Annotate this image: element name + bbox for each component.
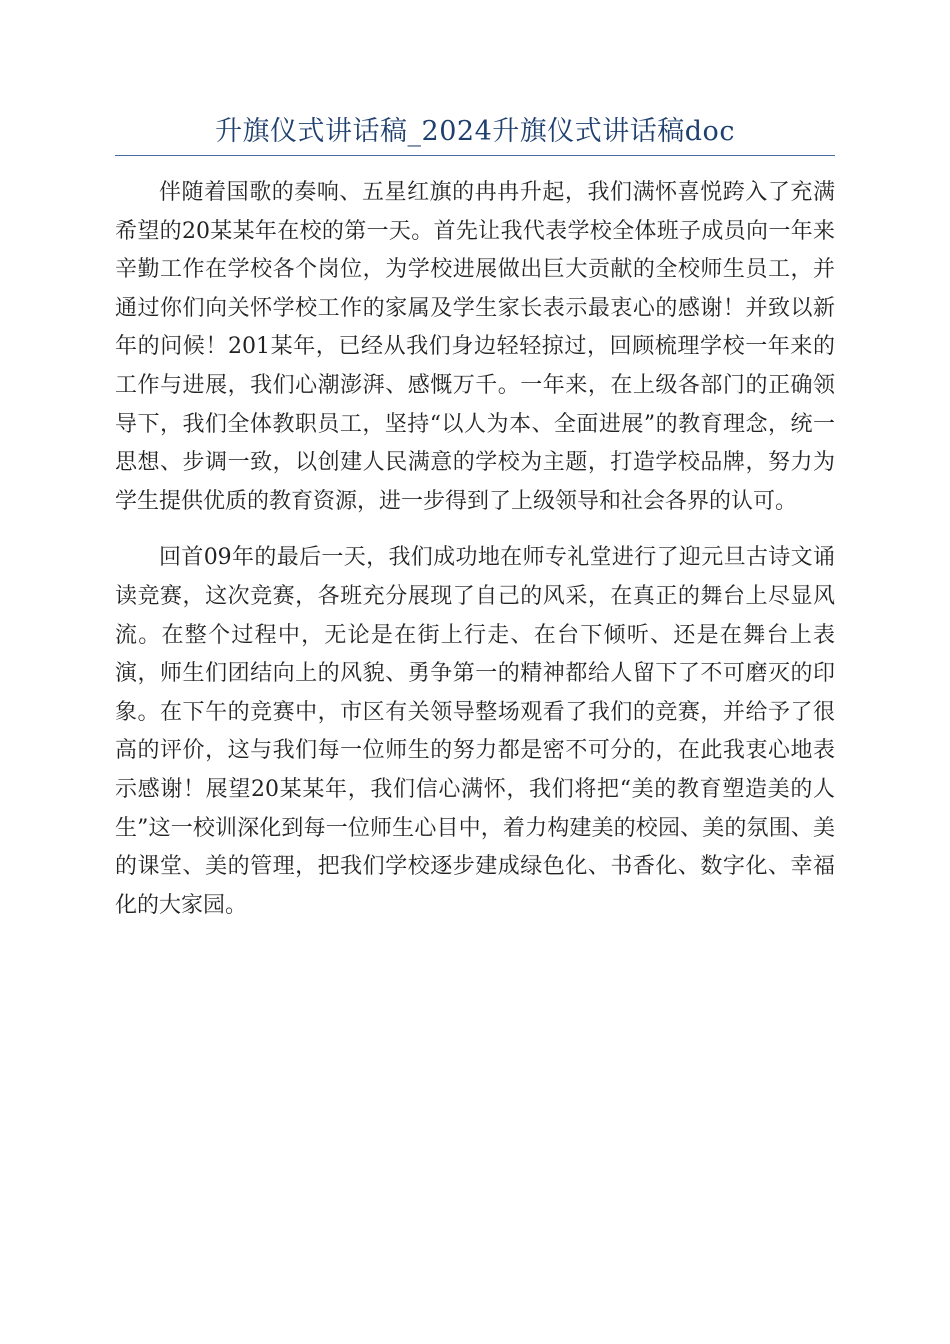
paragraph-2: 回首09年的最后一天，我们成功地在师专礼堂进行了迎元旦古诗文诵读竞赛，这次竞赛，各班充分展现了自己的风采，在真正的舞台上尽显风流。在整个过程中，无论是在街上行走、在台下倾听、还是在舞台上表演，师生们团结向上的风貌、勇争第一的精神都给人留下了不可磨灭的印象。在下午的竞赛中，市区有关领导整场观看了我们的竞赛，并给予了很高的评价，这与我们每一位师生的努力都是密不可分的，在此我衷心地表示感谢！展望20某某年，我们信心满怀，我们将把“美的教育塑造美的人生”这一校训深化到每一位师生心目中，着力构建美的校园、美的氛围、美的课堂、美的管理，把我们学校逐步建成绿色化、书香化、数字化、幸福化的大家园。 — [115, 545, 835, 918]
title-block — [115, 112, 835, 156]
paragraph-1: 伴随着国歌的奏响、五星红旗的冉冉升起，我们满怀喜悦跨入了充满希望的20某某年在校的第一天。首先让我代表学校全体班子成员向一年来辛勤工作在学校各个岗位，为学校进展做出巨大贡献的全校师生员工，并通过你们向关怀学校工作的家属及学生家长表示最衷心的感谢！并致以新年的问候！201某年，已经从我们身边轻轻掠过，回顾梳理学校一年来的工作与进展，我们心潮澎湃、感慨万千。一年来，在上级各部门的正确领导下，我们全体教职员工，坚持“以人为本、全面进展”的教育理念，统一思想、步调一致，以创建人民满意的学校为主题，打造学校品牌，努力为学生提供优质的教育资源，进一步得到了上级领导和社会各界的认可。 — [115, 180, 835, 514]
document-body — [115, 174, 835, 943]
page-title: 升旗仪式讲话稿_2024升旗仪式讲话稿doc — [215, 116, 735, 147]
